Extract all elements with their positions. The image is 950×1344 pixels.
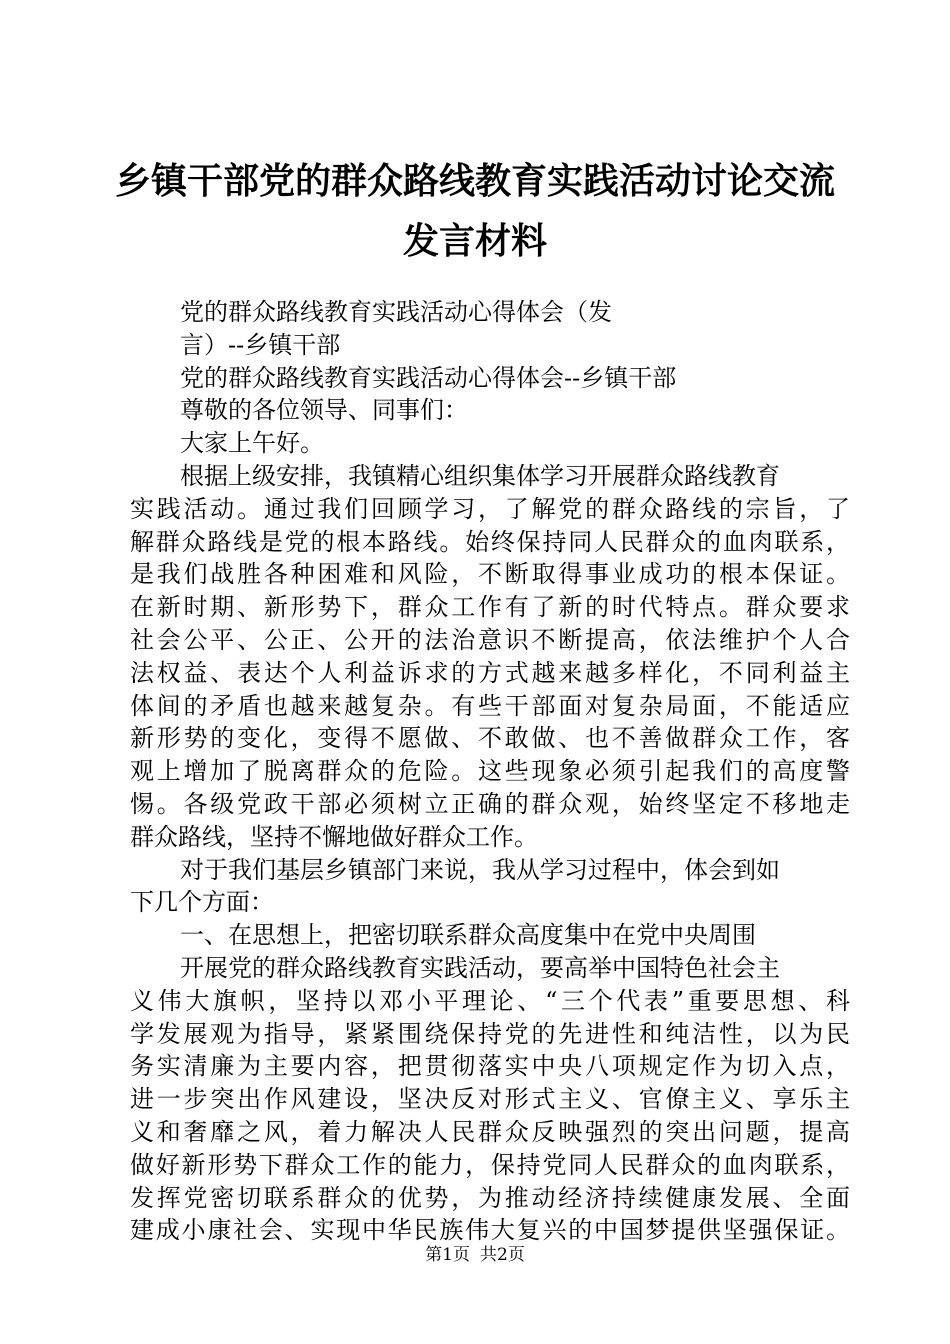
body-line: 建成小康社会、实现中华民族伟大复兴的中国梦提供坚强保证。 — [130, 1216, 850, 1245]
body-line: 体间的矛盾也越来越复杂。有些干部面对复杂局面，不能适应 — [130, 691, 850, 720]
body-line: 新形势的变化，变得不愿做、不敢做、也不善做群众工作，客 — [130, 724, 850, 753]
page-footer — [0, 1245, 950, 1265]
body-line: 下几个方面： — [130, 888, 274, 917]
document-body — [130, 296, 850, 1247]
section-heading: 一、在思想上，把密切联系群众高度集中在党中央周围 — [180, 921, 756, 950]
body-line: 义和奢靡之风，着力解决人民群众反映强烈的突出问题，提高 — [130, 1117, 850, 1146]
body-line: 学发展观为指导，紧紧围绕保持党的先进性和纯洁性，以为民 — [130, 1019, 850, 1048]
body-line: 进一步突出作风建设，坚决反对形式主义、官僚主义、享乐主 — [130, 1085, 850, 1114]
body-line: 发挥党密切联系群众的优势，为推动经济持续健康发展、全面 — [130, 1183, 850, 1212]
body-line: 做好新形势下群众工作的能力，保持党同人民群众的血肉联系， — [130, 1150, 850, 1179]
page-number: 第1页 — [425, 1245, 470, 1265]
body-line: 惕。各级党政干部必须树立正确的群众观，始终坚定不移地走 — [130, 789, 850, 818]
body-line: 党的群众路线教育实践活动心得体会--乡镇干部 — [180, 363, 677, 392]
document-title-line-1: 乡镇干部党的群众路线教育实践活动讨论交流 — [114, 161, 835, 202]
body-line: 社会公平、公正、公开的法治意识不断提高，依法维护个人合 — [130, 625, 850, 654]
page-total: 共2页 — [480, 1245, 525, 1265]
body-line: 开展党的群众路线教育实践活动，要高举中国特色社会主 — [180, 953, 780, 982]
body-line: 义伟大旗帜，坚持以邓小平理论、“三个代表”重要思想、科 — [130, 986, 850, 1015]
document-title-line-2: 发言材料 — [402, 221, 547, 262]
greeting-line: 大家上午好。 — [180, 429, 324, 458]
body-line: 法权益、表达个人利益诉求的方式越来越多样化，不同利益主 — [130, 658, 850, 687]
body-line: 解群众路线是党的根本路线。始终保持同人民群众的血肉联系， — [130, 527, 850, 556]
body-line: 对于我们基层乡镇部门来说，我从学习过程中，体会到如 — [180, 855, 780, 884]
salutation-line: 尊敬的各位领导、同事们： — [180, 396, 468, 425]
body-line: 是我们战胜各种困难和风险，不断取得事业成功的根本保证。 — [130, 560, 850, 589]
body-line: 实践活动。通过我们回顾学习，了解党的群众路线的宗旨，了 — [130, 494, 850, 523]
body-line: 群众路线，坚持不懈地做好群众工作。 — [130, 822, 538, 851]
body-line: 言）--乡镇干部 — [180, 330, 341, 359]
body-line: 在新时期、新形势下，群众工作有了新的时代特点。群众要求 — [130, 593, 850, 622]
body-line: 观上增加了脱离群众的危险。这些现象必须引起我们的高度警 — [130, 757, 850, 786]
body-line: 务实清廉为主要内容，把贯彻落实中央八项规定作为切入点， — [130, 1052, 850, 1081]
body-line: 根据上级安排，我镇精心组织集体学习开展群众路线教育 — [180, 461, 780, 490]
body-line: 党的群众路线教育实践活动心得体会（发 — [180, 298, 612, 326]
